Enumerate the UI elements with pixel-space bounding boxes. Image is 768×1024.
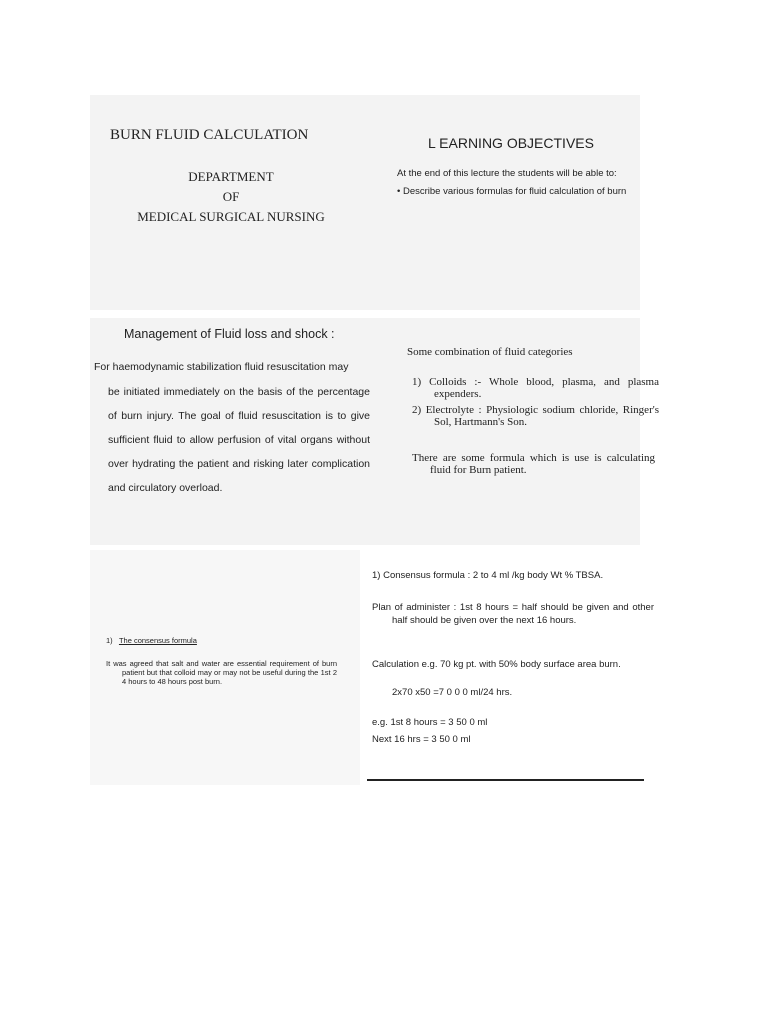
objectives-bullet: • Describe various formulas for fluid calculation of burn <box>397 186 627 197</box>
slide-objectives <box>372 95 640 310</box>
slide-title-heading: BURN FLUID CALCULATION <box>110 127 309 143</box>
consensus-heading <box>106 636 197 645</box>
category-item: 1) Colloids :- Whole blood, plasma, and plasma expenders. <box>412 376 659 400</box>
example-next-16h: Next 16 hrs = 3 50 0 ml <box>372 734 471 745</box>
management-first-line: For haemodynamic stabilization fluid resuscitation may <box>94 361 349 373</box>
dept-label: DEPARTMENT <box>188 169 274 184</box>
slide-fluid-categories <box>372 318 659 545</box>
plan-text: Plan of administer : 1st 8 hours = half should be given and other half should be given over the next 16 hours. <box>372 602 654 626</box>
management-heading: Management of Fluid loss and shock : <box>124 327 335 341</box>
calc-line: 2x70 x50 =7 0 0 0 ml/24 hrs. <box>392 687 513 698</box>
department-block <box>90 167 372 227</box>
slide-calculation <box>360 550 654 785</box>
formula-note: There are some formula which is use is calculating fluid for Burn patient. <box>412 452 655 476</box>
slide-management <box>90 318 372 545</box>
heading-number: 1) <box>106 636 113 645</box>
heading-text: The consensus formula <box>118 636 197 645</box>
of-label: OF <box>222 189 240 204</box>
example-first-8h: e.g. 1st 8 hours = 3 50 0 ml <box>372 717 488 728</box>
category-item: 2) Electrolyte : Physiologic sodium chloride, Ringer's Sol, Hartmann's Son. <box>412 404 659 428</box>
bullet-text: Describe various formulas for fluid calculation of burn <box>402 186 627 197</box>
consensus-body: It was agreed that salt and water are essential requirement of burn patient but that colloid may or may not be useful during the 1st 2 4 hours to 48 hours post burn. <box>106 659 337 686</box>
slide-title <box>90 95 372 310</box>
formula-line: 1) Consensus formula : 2 to 4 ml /kg body Wt % TBSA. <box>372 570 604 581</box>
categories-heading: Some combination of fluid categories <box>407 346 573 358</box>
objectives-heading: L EARNING OBJECTIVES <box>428 135 594 151</box>
objectives-intro: At the end of this lecture the students will be able to: <box>397 168 617 179</box>
slide-consensus <box>90 550 360 785</box>
divider-line <box>367 779 644 781</box>
management-body: be initiated immediately on the basis of the percentage of burn injury. The goal of fluid resuscitation is to give sufficient fluid to allow perfusion of vital organs without over hydrating the patient and risking later complication and circulatory overload. <box>108 386 370 494</box>
dept-name: MEDICAL SURGICAL NURSING <box>137 209 325 224</box>
calc-text: Calculation e.g. 70 kg pt. with 50% body surface area burn. <box>372 659 621 670</box>
